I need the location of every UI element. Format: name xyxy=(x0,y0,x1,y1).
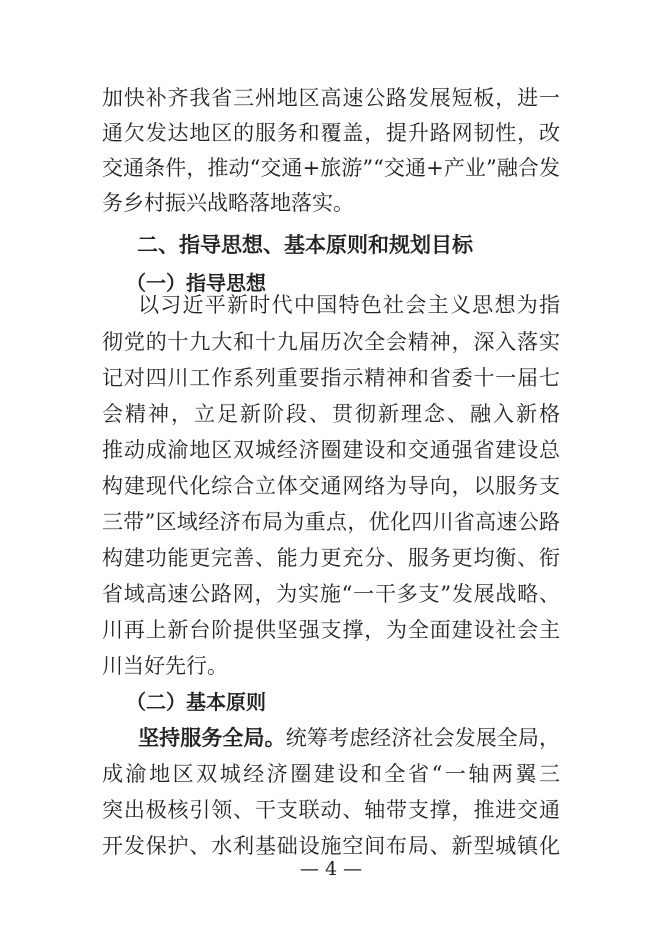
body-line: 构建现代化综合立体交通网络为导向，以服务支 xyxy=(102,474,560,498)
body-line: 彻党的十九大和十九届历次全会精神，深入落实 xyxy=(102,330,560,354)
body-line: 突出极核引领、干支联动、轴带支撑，推进交通 xyxy=(102,798,560,822)
body-line: 开发保护、水利基础设施空间布局、新型城镇化 xyxy=(102,834,560,858)
body-line: 记对四川工作系列重要指示精神和省委十一届七 xyxy=(102,366,560,390)
body-line: 川再上新台阶提供坚强支撑，为全面建设社会主 xyxy=(102,618,560,642)
body-line: 以习近平新时代中国特色社会主义思想为指 xyxy=(138,293,560,317)
body-line: 构建功能更完善、能力更充分、服务更均衡、衔 xyxy=(102,546,560,570)
page-number: — 4 — xyxy=(299,858,363,880)
section-heading: 二、指导思想、基本原则和规划目标 xyxy=(137,233,473,257)
body-line xyxy=(138,726,560,750)
body-line: 通欠发达地区的服务和覆盖，提升路网韧性，改 xyxy=(102,121,560,145)
body-line: 加快补齐我省三州地区高速公路发展短板，进一 xyxy=(102,86,560,110)
body-line: 川当好先行。 xyxy=(102,654,228,678)
body-line: 会精神，立足新阶段、贯彻新理念、融入新格 xyxy=(102,402,560,426)
principle-title: 坚持服务全局。 xyxy=(138,726,286,750)
body-line: 成渝地区双城经济圈建设和全省“一轴两翼三 xyxy=(102,762,560,786)
body-line: 省域高速公路网，为实施“一干多支”发展战略、 xyxy=(102,582,560,606)
principle-text: 统筹考虑经济社会发展全局， xyxy=(285,726,560,750)
subsection-heading: （一）指导思想 xyxy=(126,271,266,295)
subsection-heading: （二）基本原则 xyxy=(126,690,266,714)
body-line: 三带”区域经济布局为重点，优化四川省高速公路 xyxy=(102,510,560,534)
body-line: 务乡村振兴战略落地落实。 xyxy=(102,191,354,215)
body-line: 推动成渝地区双城经济圈建设和交通强省建设总 xyxy=(102,438,560,462)
body-line: 交通条件，推动“交通+旅游”“交通+产业”融合发 xyxy=(102,156,560,180)
